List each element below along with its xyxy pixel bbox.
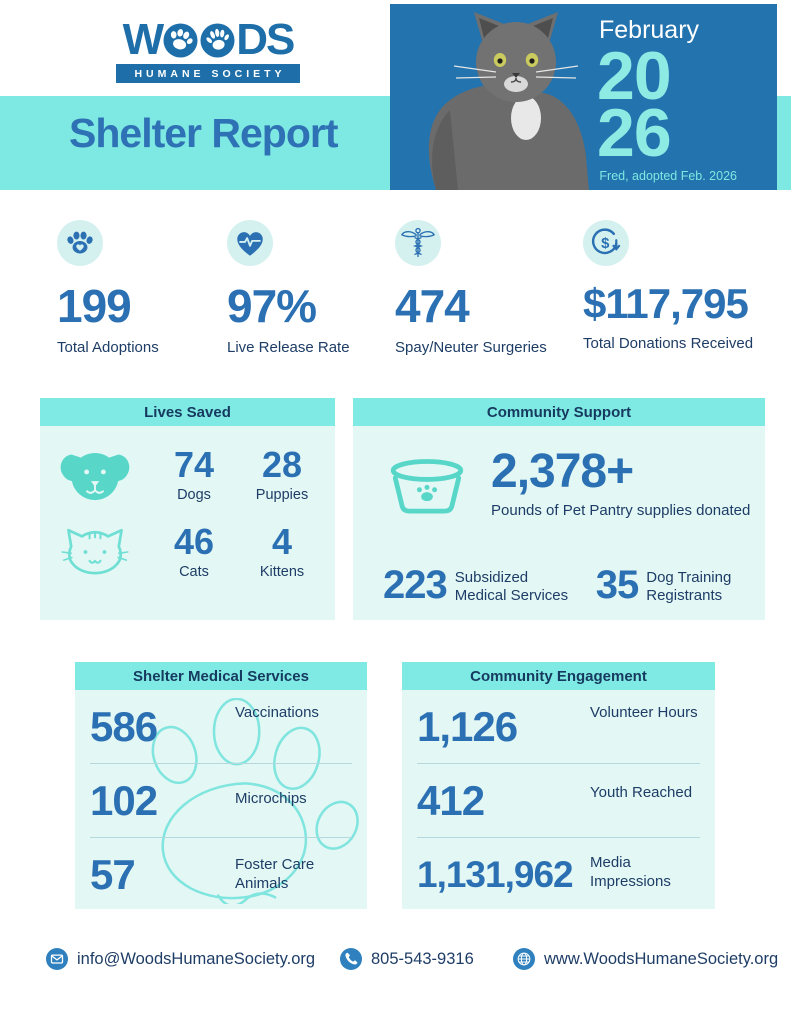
stat-label: Media Impressions (590, 854, 671, 890)
stat-label: Youth Reached (590, 784, 693, 801)
stat-label: Foster Care Animals (235, 856, 315, 892)
stat-label: Vaccinations (235, 704, 319, 721)
pantry-headline (491, 445, 751, 519)
stat-label: Spay/Neuter Surgeries (395, 339, 547, 357)
svg-text:$: $ (601, 235, 610, 252)
stat-label: Pounds of Pet Pantry supplies donated (491, 502, 751, 519)
stat-value: 412 (417, 776, 485, 824)
report-month: February (599, 16, 700, 44)
row-divider (90, 837, 352, 838)
lives-saved-panel (40, 398, 335, 620)
caduceus-icon (395, 220, 441, 266)
heart-pulse-icon (227, 220, 273, 266)
photo-caption: Fred, adopted Feb. 2026 (599, 169, 737, 183)
support-sub-stats (383, 563, 771, 607)
stat-value: 46 (173, 521, 215, 562)
year-line-1: 20 (597, 38, 671, 114)
puppies-stat (238, 444, 326, 503)
kittens-stat (238, 521, 326, 580)
community-engagement-panel (402, 662, 715, 909)
stat-label: Live Release Rate (227, 339, 350, 357)
cats-stat (150, 521, 238, 580)
paw-print-o-icon (163, 23, 198, 58)
stat-value: 1,126 (417, 702, 518, 750)
dog-icon (40, 442, 150, 508)
dogs-row (40, 442, 335, 508)
stat-value: 97% (227, 280, 317, 332)
woods-logo (116, 15, 300, 83)
stat-value: 4 (271, 521, 293, 562)
logo-subtitle: HUMANE SOCIETY (116, 64, 300, 83)
stat-total-adoptions (57, 220, 159, 356)
volunteer-hours-row (402, 690, 715, 763)
dogs-stat (150, 444, 238, 503)
panel-title: Shelter Medical Services (75, 662, 367, 690)
stat-live-release-rate (227, 220, 350, 356)
stat-label: Subsidized Medical Services (454, 569, 569, 604)
stat-value: 474 (395, 280, 469, 332)
header-photo-box (390, 4, 777, 190)
pantry-stat (353, 426, 765, 519)
report-year (597, 38, 671, 172)
cat-photo (398, 10, 622, 190)
stat-value: 586 (90, 702, 158, 750)
pet-bowl-icon (387, 456, 467, 518)
stat-total-donations (583, 220, 753, 352)
logo-word-prefix: W (122, 15, 163, 64)
stat-value: 1,131,962 (417, 854, 573, 895)
stat-value: 28 (261, 444, 303, 485)
row-divider (417, 763, 700, 764)
phone-icon (340, 948, 362, 970)
hand-print-o-icon (200, 23, 235, 58)
logo-word-suffix: DS (236, 15, 294, 64)
stat-label: Total Donations Received (583, 335, 754, 353)
stat-label: Dogs (177, 487, 211, 503)
row-divider (90, 763, 352, 764)
page-title: Shelter Report (69, 110, 338, 156)
panel-title: Community Engagement (402, 662, 715, 690)
stat-spay-neuter (395, 220, 547, 356)
stat-value: 35 (595, 563, 639, 607)
year-line-2: 26 (597, 95, 671, 172)
paw-icon (57, 220, 103, 266)
cat-icon (40, 524, 150, 580)
community-support-panel (353, 398, 765, 620)
contact-email[interactable] (46, 948, 315, 970)
stat-label: Dog Training Registrants (646, 569, 732, 604)
website-url[interactable]: www.WoodsHumaneSociety.org (544, 949, 779, 968)
youth-reached-row (402, 764, 715, 837)
stat-value: 199 (57, 280, 131, 332)
globe-icon (513, 948, 535, 970)
email-icon (46, 948, 68, 970)
panel-title: Community Support (353, 398, 765, 426)
cats-row (40, 521, 335, 580)
contact-website[interactable] (513, 948, 778, 970)
stat-label: Kittens (259, 564, 305, 580)
media-impressions-row (402, 838, 715, 911)
stat-value: 2,378+ (491, 445, 634, 498)
stat-label: Cats (179, 564, 209, 580)
stat-value: $117,795 (583, 280, 748, 327)
stat-value: 57 (90, 850, 135, 898)
panel-title: Lives Saved (40, 398, 335, 426)
stat-value: 102 (90, 776, 158, 824)
row-divider (417, 837, 700, 838)
shelter-medical-panel (75, 662, 367, 909)
stat-label: Puppies (255, 487, 309, 503)
contact-phone[interactable] (340, 948, 474, 970)
stat-value: 74 (173, 444, 215, 485)
stat-label: Microchips (235, 790, 307, 807)
stat-label: Total Adoptions (57, 339, 159, 357)
email-address[interactable]: info@WoodsHumaneSociety.org (77, 949, 316, 968)
dollar-cycle-icon (583, 220, 629, 266)
logo-wordmark (116, 15, 300, 64)
phone-number[interactable]: 805-543-9316 (371, 949, 474, 968)
stat-label: Volunteer Hours (590, 704, 698, 721)
stat-value: 223 (383, 563, 447, 607)
